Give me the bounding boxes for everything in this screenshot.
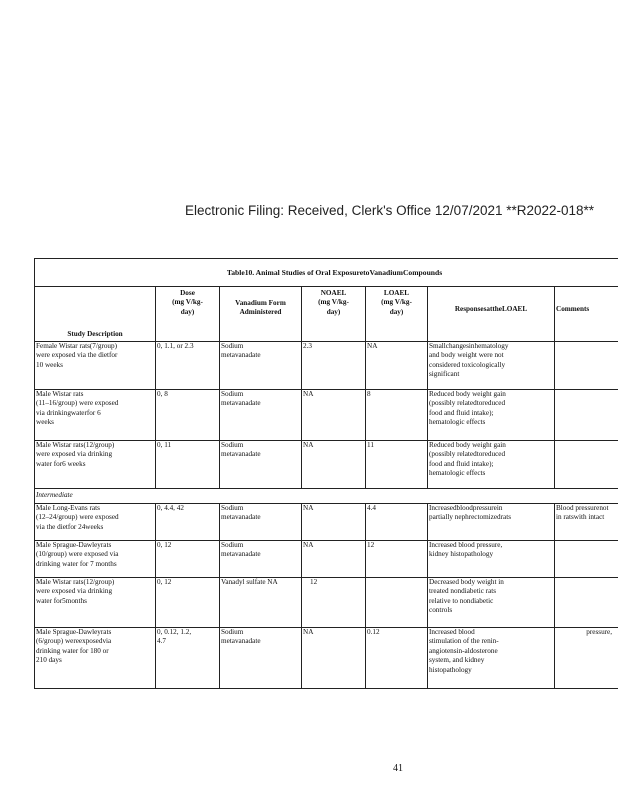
vanadium-oral-exposure-table [34,258,618,689]
cell-noael: NA [302,541,366,578]
cell-noael: NA [302,390,366,441]
cell-dose: 0, 1.1, or 2.3 [156,342,220,390]
cell-dose: 0, 8 [156,390,220,441]
header-vanadium-form: Vanadium Form Administered [220,287,302,342]
cell-loael [366,578,428,628]
cell-loael: 12 [366,541,428,578]
cell-loael: NA [366,342,428,390]
section-label: Intermediate [35,489,618,504]
cell-responses: Increased blood pressure, kidney histopathology [428,541,555,578]
cell-responses: Reduced body weight gain (possibly relatedtoreduced food and fluid intake); hematologic effects [428,441,555,489]
cell-noael: 2.3 [302,342,366,390]
cell-study: Male Wistar rats(12/group) were exposed via drinking water for6 weeks [35,441,156,489]
cell-responses: Decreased body weight in treated nondiabetic rats relative to nondiabetic controls [428,578,555,628]
table-row [35,504,618,541]
table-row [35,578,618,628]
table-header-row [35,287,618,342]
cell-comments [555,578,618,628]
cell-loael: 4.4 [366,504,428,541]
cell-comments [555,441,618,489]
cell-noael: 12 [302,578,366,628]
cell-responses: Increased blood stimulation of the renin- angiotensin-aldosterone system, and kidney histopathology [428,628,555,689]
table-row [35,628,618,689]
cell-form: Sodium metavanadate [220,541,302,578]
cell-study: Male Long-Evans rats (12–24/group) were exposed via the dietfor 24weeks [35,504,156,541]
cell-comments [555,541,618,578]
cell-dose: 0, 11 [156,441,220,489]
cell-study: Male Wistar rats (11–16/group) were exposed via drinkingwaterfor 6 weeks [35,390,156,441]
header-noael: NOAEL (mg V/kg- day) [302,287,366,342]
cell-dose: 0, 4.4, 42 [156,504,220,541]
cell-noael: NA [302,441,366,489]
cell-noael: NA [302,504,366,541]
table-title: Table10. Animal Studies of Oral ExposuretoVanadiumCompounds [35,259,618,287]
cell-comments [555,390,618,441]
header-dose: Dose (mg V/kg- day) [156,287,220,342]
cell-responses: Increasedbloodpressurein partially nephrectomizedrats [428,504,555,541]
cell-form: Sodium metavanadate [220,504,302,541]
cell-form: Sodium metavanadate [220,628,302,689]
page-number: 41 [393,763,403,774]
header-comments: Comments [555,287,618,342]
section-row [35,489,618,504]
cell-study: Female Wistar rats(7/group) were exposed via the dietfor 10 weeks [35,342,156,390]
cell-dose: 0, 12 [156,578,220,628]
header-responses: ResponsesattheLOAEL [428,287,555,342]
cell-loael: 11 [366,441,428,489]
cell-form: Sodium metavanadate [220,390,302,441]
header-study-description: Study Description [35,287,156,342]
cell-comments: Blood pressurenot in ratswith intact [555,504,618,541]
cell-form: Sodium metavanadate [220,441,302,489]
cell-dose: 0, 12 [156,541,220,578]
cell-loael: 0.12 [366,628,428,689]
cell-responses: Reduced body weight gain (possibly relatedtoreduced food and fluid intake); hematologic effects [428,390,555,441]
table-row [35,390,618,441]
table-row [35,342,618,390]
cell-study: Male Wistar rats(12/group) were exposed via drinking water for5months [35,578,156,628]
cell-comments [555,342,618,390]
cell-study: Male Sprague-Dawleyrats (10/group) were exposed via drinking water for 7 months [35,541,156,578]
cell-loael: 8 [366,390,428,441]
header-loael: LOAEL (mg V/kg- day) [366,287,428,342]
cell-noael: NA [302,628,366,689]
cell-form: Sodium metavanadate [220,342,302,390]
filing-stamp: Electronic Filing: Received, Clerk's Office 12/07/2021 **R2022-018** [185,203,595,218]
cell-form: Vanadyl sulfate NA [220,578,302,628]
table-row [35,441,618,489]
cell-responses: Smallchangesinhematology and body weight were not considered toxicologically significant [428,342,555,390]
cell-dose: 0, 0.12, 1.2, 4.7 [156,628,220,689]
cell-comments: pressure, [555,628,618,689]
cell-study: Male Sprague-Dawleyrats (6/group) wereexposedvia drinking water for 180 or 210 days [35,628,156,689]
table-row [35,541,618,578]
